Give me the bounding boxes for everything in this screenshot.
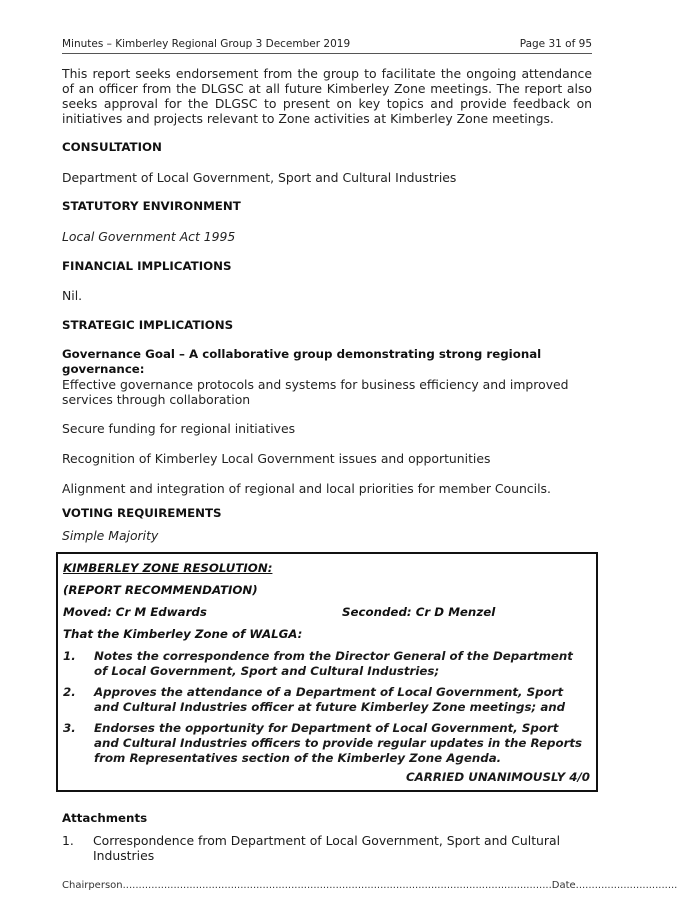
resolution-item-text: Notes the correspondence from the Director General of the Department of Local Government, Sport and Cultural Industries; [94,649,573,678]
resolution-item-number: 2. [63,685,76,699]
attachments-heading: Attachments [62,811,148,825]
resolution-intro: That the Kimberley Zone of WALGA: [63,627,303,641]
financial-heading: FINANCIAL IMPLICATIONS [62,259,232,273]
attachment-text: Correspondence from Department of Local Government, Sport and Cultural Industries [93,833,561,863]
statutory-text: Local Government Act 1995 [62,229,236,244]
voting-heading: VOTING REQUIREMENTS [62,506,222,520]
resolution-item-text: Endorses the opportunity for Department of Local Government, Sport and Cultural Industries officers to provide regular updates in the Reports from Representatives section of the Kimberley Zone Agenda. [94,721,583,765]
resolution-title: KIMBERLEY ZONE RESOLUTION: [63,561,273,575]
resolution-item-text: Approves the attendance of a Department of Local Government, Sport and Cultural Industries officer at future Kimberley Zone meetings; and [94,685,566,714]
signature-line: Chairperson.......................................................................................................................................Date................................ [62,880,677,891]
resolution-box [56,552,598,792]
statutory-heading: STATUTORY ENVIRONMENT [62,199,241,213]
moved-by: Moved: Cr M Edwards [63,605,207,619]
strategic-item: Alignment and integration of regional and local priorities for member Councils. [62,481,551,496]
resolution-item-number: 3. [63,721,76,735]
intro-paragraph: This report seeks endorsement from the group to facilitate the ongoing attendance of an officer from the DLGSC at all future Kimberley Zone meetings. The report also seeks approval for the DLGSC to present on key topics and provide feedback on initiatives and projects relevant to Zone activities at Kimberley Zone meetings. [62,66,592,126]
consultation-heading: CONSULTATION [62,140,162,154]
attachment-number: 1. [62,833,74,848]
governance-goal: Governance Goal – A collaborative group demonstrating strong regional governance: [62,347,542,376]
header-title: Minutes – Kimberley Regional Group 3 December 2019 [62,38,351,50]
strategic-item: Recognition of Kimberley Local Government issues and opportunities [62,451,491,466]
strategic-heading: STRATEGIC IMPLICATIONS [62,318,234,332]
seconded-by: Seconded: Cr D Menzel [342,605,496,619]
consultation-text: Department of Local Government, Sport and Cultural Industries [62,170,457,185]
resolution-item-number: 1. [63,649,76,663]
resolution-subtitle: (REPORT RECOMMENDATION) [63,583,258,597]
strategic-item: Effective governance protocols and systems for business efficiency and improved services through collaboration [62,377,569,407]
page-header [62,38,592,54]
strategic-item: Secure funding for regional initiatives [62,421,296,436]
page-number: Page 31 of 95 [519,38,592,50]
voting-text: Simple Majority [62,528,159,543]
carried-status: CARRIED UNANIMOUSLY 4/0 [405,770,590,784]
financial-text: Nil. [62,288,83,303]
